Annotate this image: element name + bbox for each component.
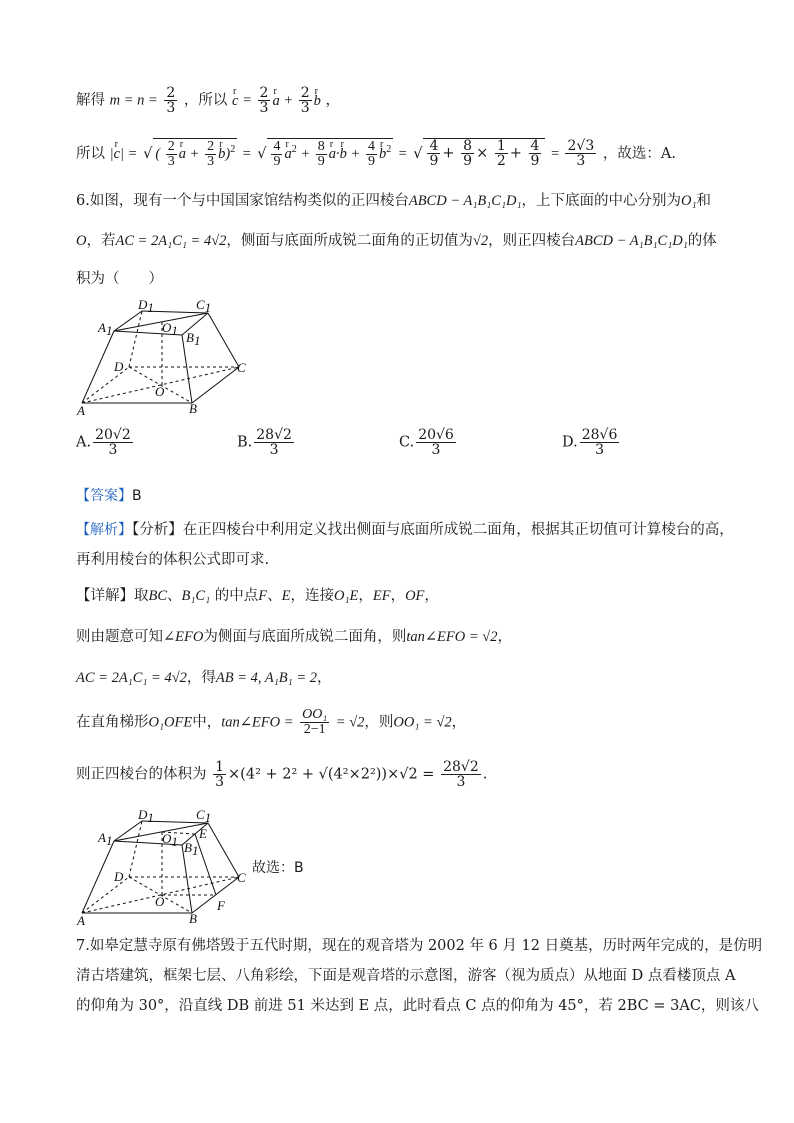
option-a[interactable]: A. $\frac{20√2}{3}$ — [76, 427, 131, 458]
question-6-line-3: 积为（ ） — [76, 271, 163, 287]
frustum-figure-1 — [72, 295, 262, 420]
svg-text:F: F — [217, 898, 225, 913]
text: ， — [325, 92, 341, 109]
sqrt-expression-3: $\frac{4}{9}$ + $\frac{8}{9}$ × $\frac{1}{2}$ + $\frac{4}{9}$ — [423, 138, 545, 168]
svg-text:A1: A1 — [98, 830, 113, 848]
svg-text:O1: O1 — [162, 831, 178, 849]
detail-line-3: AC = 2A₁C₁ = 4√2，得AB = 4, A₁B₁ = 2， — [76, 670, 332, 686]
detail-line-5: 则正四棱台的体积为 $\frac{1}{3}$ ×(4² + 2² + √(4²×2²))×√2 = $\frac{28√2}{3}$ . — [76, 759, 488, 790]
fraction: $\frac{2}{3}$ — [259, 85, 269, 116]
svg-text:C: C — [237, 360, 246, 375]
detail-line-1: 【详解】取BC、B₁C₁ 的中点F、E，连接O₁E，EF，OF， — [76, 588, 439, 604]
text: ，所以 — [183, 92, 228, 109]
svg-text:D: D — [114, 869, 124, 884]
option-c[interactable]: C. $\frac{20√6}{3}$ — [399, 427, 454, 458]
svg-text:A: A — [77, 913, 85, 928]
svg-text:D1: D1 — [138, 807, 154, 825]
svg-text:C1: C1 — [196, 807, 212, 825]
conclusion-text: 故选：B — [252, 860, 304, 876]
svg-text:E: E — [199, 826, 207, 841]
question-6-line-1: 6.如图，现有一个与中国国家馆结构类似的正四棱台ABCD − A₁B₁C₁D₁，上下底面的中心分别为O₁和 — [76, 193, 712, 209]
sqrt-expression: ( $\frac{2}{3}$ r a + $\frac{2}{3}$ r b)$^2$ — [153, 138, 237, 169]
answer-line: 【答案】B — [76, 488, 142, 504]
math-expression: m = n = — [109, 92, 158, 109]
svg-text:C1: C1 — [196, 297, 212, 315]
svg-text:B: B — [189, 911, 197, 926]
solution-line-2: 所以 |r c| = √ ( $\frac{2}{3}$ r a + $\frac{2}{3}$ r b)$^2$ = √ $\frac{4}{9}$ r $a^2$ + $\frac{8}{9}$ r a·r b + $\frac{4}{9}$ r $b^2$ = √ $\frac{4}{9}$ + $\frac{8}{9}$ × $\frac{1}{2}$ + $\frac{4}{9}$ = $\frac{2√3}{3}$ ，故选：A. — [76, 138, 676, 169]
text: 所以 — [76, 145, 105, 162]
analysis-line-2: 再利用棱台的体积公式即可求. — [76, 552, 270, 568]
svg-text:O1: O1 — [162, 320, 178, 338]
svg-text:B1: B1 — [186, 330, 201, 348]
option-b[interactable]: B. $\frac{28√2}{3}$ — [237, 427, 292, 458]
svg-text:D1: D1 — [138, 297, 154, 315]
svg-text:A: A — [77, 403, 85, 418]
detail-line-4: 在直角梯形O₁OFE中，tan∠EFO = $\frac{\text{OO₁}}{2-1}$ = √2，则OO₁ = √2， — [76, 707, 467, 737]
text: ，故选：A. — [602, 145, 676, 162]
vector-c: r c — [232, 90, 238, 112]
fraction: $\frac{2}{3}$ — [166, 85, 176, 116]
question-7-line-2: 清古塔建筑，框架七层、八角彩绘，下面是观音塔的示意图，游客（视为质点）从地面 D 点看楼顶点 A — [76, 968, 736, 984]
frustum-figure-2 — [72, 805, 262, 930]
question-7-line-3: 的仰角为 30°，沿直线 DB 前进 51 米达到 E 点，此时看点 C 点的仰角为 45°，若 2BC = 3AC，则该八 — [76, 998, 759, 1014]
vector-a: r a — [272, 90, 279, 112]
text: 解得 — [76, 92, 105, 109]
svg-text:B1: B1 — [184, 840, 199, 858]
svg-text:B: B — [189, 401, 197, 416]
svg-text:O: O — [155, 894, 165, 909]
svg-text:O: O — [155, 384, 165, 399]
svg-text:D: D — [114, 359, 124, 374]
fraction: $\frac{2}{3}$ — [300, 85, 310, 116]
svg-text:C: C — [237, 870, 246, 885]
fraction-result: $\frac{2√3}{3}$ — [567, 138, 595, 170]
analysis-line-1: 【解析】【分析】在正四棱台中利用定义找出侧面与底面所成锐二面角，根据其正切值可计算棱台的高， — [76, 522, 734, 538]
svg-text:A1: A1 — [98, 320, 113, 338]
question-7-line-1: 7.如皋定慧寺原有佛塔毁于五代时期，现在的观音塔为 2002 年 6 月 12 日奠基，历时两年完成的，是仿明 — [76, 938, 763, 954]
detail-line-2: 则由题意可知∠EFO为侧面与底面所成锐二面角，则tan∠EFO = √2， — [76, 629, 512, 645]
question-6-line-2: O，若AC = 2A₁C₁ = 4√2，侧面与底面所成锐二面角的正切值为√2，则正四棱台ABCD − A₁B₁C₁D₁的体 — [76, 233, 717, 249]
sqrt-expression-2: $\frac{4}{9}$ r $a^2$ + $\frac{8}{9}$ r a·r b + $\frac{4}{9}$ r $b^2$ — [267, 138, 393, 169]
solution-line-1: 解得 m = n = $\frac{2}{3}$ ，所以 r c = $\frac{2}{3}$ r a + $\frac{2}{3}$ r b ， — [76, 86, 340, 115]
option-d[interactable]: D. $\frac{28√6}{3}$ — [562, 427, 618, 458]
vector-b: r b — [314, 90, 321, 112]
